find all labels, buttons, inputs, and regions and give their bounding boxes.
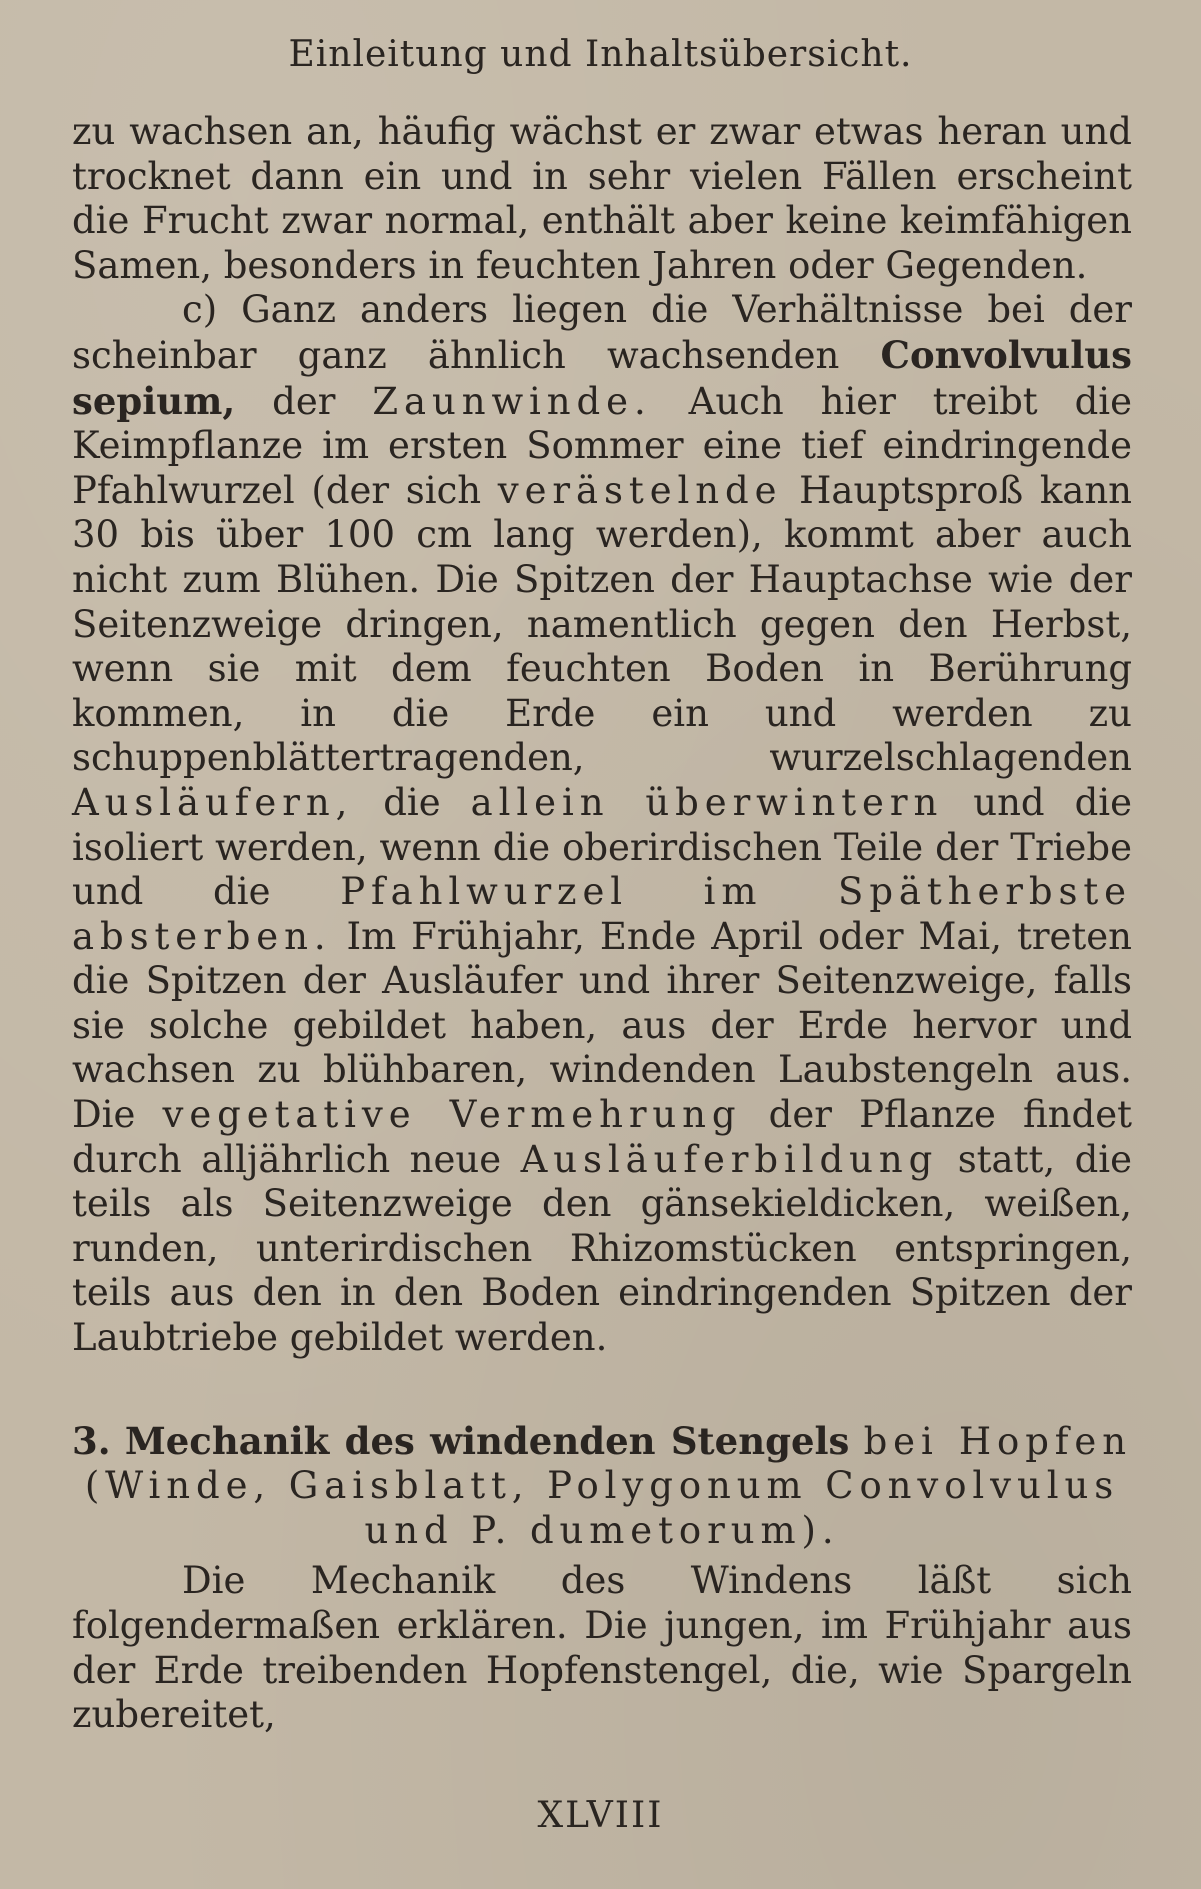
para3-text: Die Mechanik des Windens läßt sich folgendermaßen erklären. Die jungen, im Frühjahr aus der Erde treibenden Hopfenstengel, die, wie Spargeln zubereitet, (72, 1559, 1132, 1737)
para2-text-4: Hauptsproß kann 30 bis über 100 cm lang werden), kommt aber auch nicht zum Blühen. Die Spitzen der Hauptachse wie der Seitenzweige dringen, namentlich gegen den Herbst, wenn sie mit dem feuchten Boden in Berührung kommen, in die Erde ein und werden zu schuppenblättertragenden, wurzelschlagenden (72, 468, 1132, 780)
spaced-auslauferbildung: Ausläuferbildung (520, 1137, 939, 1181)
para2-text-7: Im Frühjahr, Ende April oder Mai, treten die Spitzen der Ausläufer und ihrer Seitenzweige, falls sie solche gebildet haben, aus der Erde hervor und wachsen zu blühbaren, windenden Laubstengeln aus. Die (72, 914, 1132, 1137)
section-number: 3. (72, 1418, 111, 1463)
section-heading-subtitle (72, 1464, 1132, 1553)
page-folio: XLVIII (537, 1795, 664, 1836)
spaced-zaunwinde: Zaunwinde. (372, 379, 652, 423)
page-body (72, 110, 1132, 1738)
paragraph-convolvulus (72, 288, 1132, 1360)
paragraph-mechanik (72, 1559, 1132, 1737)
para2-text-8: der Pflanze findet durch alljährlich neue (72, 1093, 1132, 1181)
section-title-spaced: bei Hopfen (863, 1419, 1132, 1463)
spaced-pfahlwurzel: Pfahlwurzel im Spätherbste absterben. (72, 870, 1132, 958)
para2-text-3: Auch hier treibt die Keimpflanze im ersten Sommer eine tief eindringende Pfahlwurzel (der sich (72, 379, 1132, 512)
para2-text-2: der (235, 379, 373, 423)
subtitle-line-1: (Winde, Gaisblatt, Polygonum Convolvulus (84, 1464, 1120, 1508)
spaced-auslaufern: Ausläufern, (72, 780, 354, 824)
para2-text-1: c) Ganz anders liegen die Verhältnisse bei der scheinbar ganz ähnlich wachsenden (72, 288, 1132, 377)
para1-text: zu wachsen an, häufig wächst er zwar etwas heran und trocknet dann ein und in sehr vielen Fällen erscheint die Frucht zwar normal, enthält aber keine keimfähigen Samen, besonders in feuchten Jahren oder Gegenden. (72, 110, 1132, 287)
section-title-bold: Mechanik des windenden Stengels (124, 1418, 850, 1463)
spaced-vegetative-vermehrung: vegetative Vermehrung (162, 1093, 742, 1137)
subtitle-line-2: und P. dumetorum). (364, 1508, 840, 1552)
spaced-allein-uberwintern: allein überwintern (470, 780, 944, 824)
running-head: Einleitung und Inhaltsübersicht. (288, 34, 913, 75)
para2-text-6: und die isoliert werden, wenn die oberirdischen Teile der Triebe und die (72, 780, 1132, 914)
paragraph-continuation (72, 110, 1132, 288)
para2-text-5: die (353, 780, 471, 824)
species-name-bold: Convolvulus sepium, (72, 332, 1132, 423)
para2-text-9: statt, die teils als Seitenzweige den gänsekieldicken, weißen, runden, unterirdischen Rhizomstücken entspringen, teils aus den in den Boden eindringenden Spitzen der Laubtriebe gebildet werden. (72, 1137, 1132, 1360)
section-heading-line1 (72, 1419, 1132, 1465)
spaced-verastelnde: verästelnde (497, 468, 783, 512)
